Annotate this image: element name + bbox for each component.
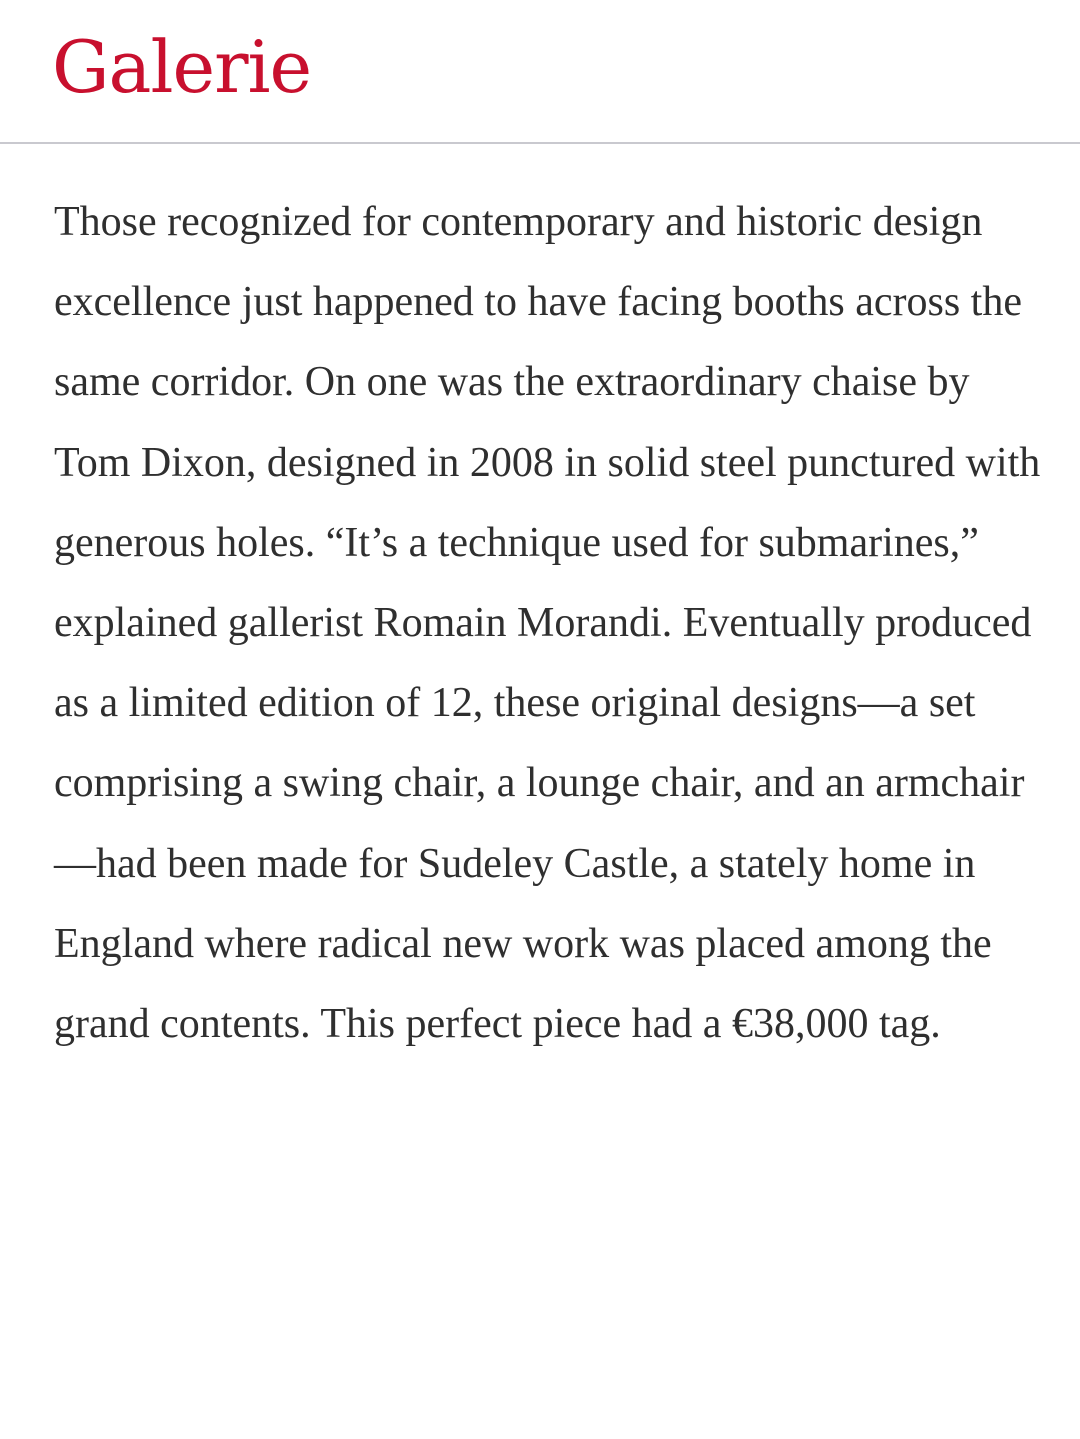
site-header [0, 0, 1080, 144]
article-body [54, 182, 1044, 1064]
galerie-logo[interactable]: Galerie [52, 25, 312, 109]
article-paragraph: Those recognized for contemporary and historic design excellence just happened to have facing booths across the same corridor. On one was the extraordinary chaise by Tom Dixon, designed in 2008 in solid steel punctured with generous holes. “It’s a technique used for submarines,” explained gallerist Romain Morandi. Eventually produced as a limited edition of 12, these original designs—a set comprising a swing chair, a lounge chair, and an armchair—had been made for Sudeley Castle, a stately home in England where radical new work was placed among the grand contents. This perfect piece had a €38,000 tag. [54, 199, 1041, 1048]
